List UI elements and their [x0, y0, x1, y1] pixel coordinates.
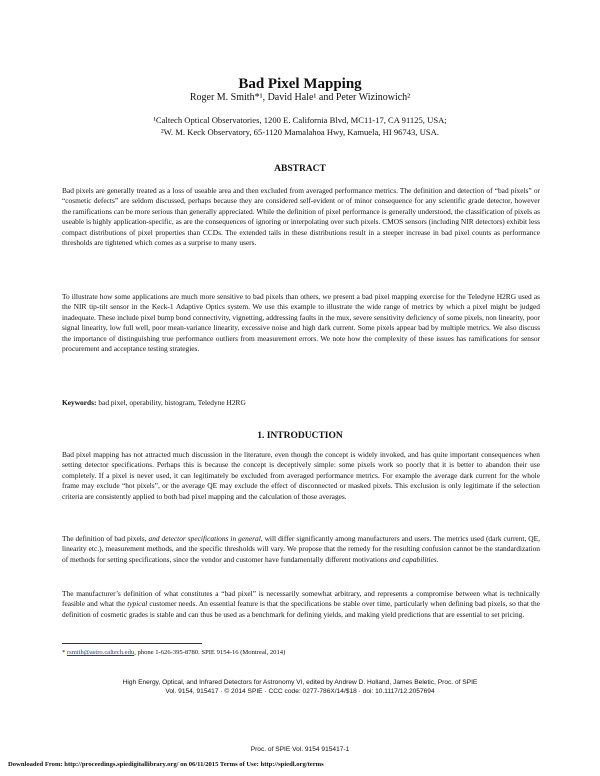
intro-p2-italic-b: and detector specifications in general, [148, 534, 263, 543]
intro-p3-text-a: The manufacturer’s definition of what constitutes a “bad pixel” is necessarily somewhat arbitrary, and represents a compromise between what is technically feasible and what the [62, 589, 540, 609]
author-list: Roger M. Smith*¹, David Hale¹ and Peter Wizinowich² [189, 92, 411, 103]
footnote-text: , phone 1-626-395-8780. SPIE 9154-16 (Montreal, 2014) [134, 649, 286, 656]
intro-paragraph-3 [62, 589, 540, 620]
keywords-line [62, 398, 540, 408]
footnote [62, 648, 540, 657]
download-notice: Downloaded From: http://proceedings.spiedigitallibrary.org/ on 06/11/2015 Terms of Use: http://spiedl.org/terms [8, 761, 324, 768]
footnote-divider [62, 643, 202, 644]
journal-citation [0, 678, 600, 696]
intro-p2-text-e: . [436, 554, 439, 564]
page-number-line: Proc. of SPIE Vol. 9154 915417-1 [250, 746, 350, 753]
intro-paragraph-2 [62, 534, 540, 565]
abstract-heading: ABSTRACT [274, 164, 326, 174]
affiliation-2: ²W. M. Keck Observatory, 65-1120 Mamalahoa Hwy, Kamuela, HI 96743, USA. [161, 127, 439, 137]
intro-p2-italic-d: and capabilities [389, 554, 437, 564]
abstract-paragraph-2: To illustrate how some applications are much more sensitive to bad pixels than others, we present a bad pixel mapping exercise for the Teledyne H2RG used as the NIR tip-tilt sensor in the Keck-1 Adaptive Optics system. We use this example to illustrate the wide range of metrics by which a pixel might be judged inadequate. These include pixel bump bond connectivity, vignetting, addressing faults in the mux, severe sensitivity deficiency of some pixels, non linearity, poor signal linearity, low full well, poor mean-variance linearity, excessive noise and high dark current. Some pixels appear bad by multiple metrics. We also discuss the importance of distinguishing true performance outliers from measurement errors. We note how the complexity of these issues has ramifications for sensor procurement and acceptance testing strategies. [62, 292, 540, 354]
intro-p2-text-c: will differ significantly among manufacturers and users. The metrics used (dark current, QE, linearity etc.), measurement methods, and the specific thresholds will vary. We propose that the remedy for the resulting confusion cannot be the standardization of methods for setting specifications, since the vendor and customer have fundamentally different motivations [62, 534, 540, 564]
section-heading-introduction: 1. INTRODUCTION [257, 431, 343, 441]
paper-title: Bad Pixel Mapping [238, 76, 362, 92]
intro-paragraph-1: Bad pixel mapping has not attracted much discussion in the literature, even though the concept is widely invoked, and has quite important consequences when setting detector specifications. Perhaps this is because the concept is deceptively simple: some pixels work so poorly that it is better to abandon their use completely. If a pixel is never used, it can legitimately be excluded from averaged performance metrics. For example the average dark current for the whole frame may exclude “hot pixels”, or the average QE may exclude the effect of disconnected or masked pixels. This exclusion is only legitimate if the selection criteria are consistently applied to both bad pixel mapping and the calculation of those averages. [62, 450, 540, 501]
intro-p2-text-a: The definition of bad pixels, [62, 534, 149, 543]
keywords-text: bad pixel, operability, histogram, Teledyne H2RG [96, 398, 246, 407]
affiliation-1: ¹Caltech Optical Observatories, 1200 E. California Blvd, MC11-17, CA 91125, USA; [153, 115, 447, 125]
journal-citation-line-1: High Energy, Optical, and Infrared Detectors for Astronomy VI, edited by Andrew D. Holland, James Beletic, Proc. of SPIE [122, 679, 478, 686]
intro-p3-italic-b: typical [127, 599, 148, 609]
author-email-link[interactable]: rsmith@astro.caltech.edu [66, 649, 135, 656]
keywords-label: Keywords: [62, 398, 97, 407]
abstract-paragraph-1: Bad pixels are generally treated as a loss of useable area and then excluded from averaged performance metrics. The definition and detection of “bad pixels” or “cosmetic defects” are seldom discussed, perhaps because they are considered self-evident or of minor consequence for any scientific grade detector, however the ramifications can be more serious than generally appreciated. While the definition of pixel performance is generally understood, the classification of pixels as useable is highly application-specific, as are the consequences of ignoring or interpolating over such pixels. CMOS sensors (including NIR detectors) exhibit less compact distributions of pixel properties than CCDs. The extended tails in these distributions result in a steeper increase in bad pixel counts as performance thresholds are tightened which comes as a surprise to many users. [62, 186, 540, 248]
footnote-marker: * [62, 649, 67, 656]
affiliations [0, 114, 600, 138]
journal-citation-line-2: Vol. 9154, 915417 · © 2014 SPIE · CCC code: 0277-786X/14/$18 · doi: 10.1117/12.2057694 [165, 688, 435, 695]
intro-p3-text-c: customer needs. An essential feature is that the specifications be stable over time, particularly when defining bad pixels, so that the definition of cosmetic grades is stable and can thus be used as a benchmark for defining yields, and making yield predictions that are essential to set pricing. [62, 599, 541, 619]
